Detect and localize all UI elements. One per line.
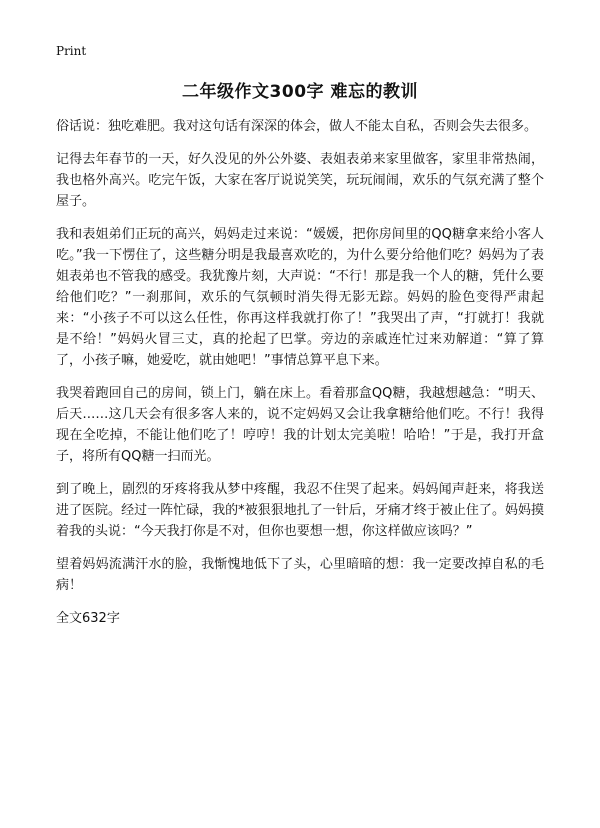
paragraph-3: 我和表姐弟们正玩的高兴，妈妈走过来说：“媛媛，把你房间里的QQ糖拿来给小客人吃。”我一下愣住了，这些糖分明是我最喜欢吃的，为什么要分给他们吃？妈妈为了表姐表弟也不管我的感受。我犹豫片刻，大声说：“不行！那是我一个人的糖，凭什么要给他们吃？”一刹那间，欢乐的气氛顿时消失得无影无踪。妈妈的脸色变得严肃起来：“小孩子不可以这么任性，你再这样我就打你了！”我哭出了声，“打就打！我就是不给！”妈妈火冒三丈，真的抡起了巴掌。旁边的亲戚连忙过来劝解道：“算了算了，小孩子嘛，她爱吃，就由她吧！”事情总算平息下来。 (56, 227, 544, 368)
paragraph-5: 到了晚上，剧烈的牙疼将我从梦中疼醒，我忍不住哭了起来。妈妈闻声赶来，将我送进了医院。经过一阵忙碌，我的*被狠狠地扎了一针后，牙痛才终于被止住了。妈妈摸着我的头说：“今天我打你是不对，但你也要想一想，你这样做应该吗？” (56, 482, 544, 539)
print-link[interactable]: Print (56, 44, 87, 58)
paragraph-4: 我哭着跑回自己的房间，锁上门，躺在床上。看着那盒QQ糖，我越想越急：“明天、后天……这几天会有很多客人来的，说不定妈妈又会让我拿糖给他们吃。不行！我得现在全吃掉，不能让他们吃了！哼哼！我的计划太完美啦！哈哈！”于是，我打开盒子，将所有QQ糖一扫而光。 (56, 386, 544, 464)
paragraph-1: 俗话说：独吃难肥。我对这句话有深深的体会，做人不能太自私，否则会失去很多。 (56, 119, 538, 134)
paragraph-2: 记得去年春节的一天，好久没见的外公外婆、表姐表弟来家里做客，家里非常热闹，我也格外高兴。吃完午饭，大家在客厅说说笑笑，玩玩闹闹，欢乐的气氛充满了整个屋子。 (56, 152, 544, 209)
word-count: 全文632字 (56, 611, 120, 626)
paragraph-6: 望着妈妈流满汗水的脸，我惭愧地低下了头，心里暗暗的想：我一定要改掉自私的毛病！ (56, 557, 544, 593)
article-title: 二年级作文300字 难忘的教训 (182, 82, 418, 102)
